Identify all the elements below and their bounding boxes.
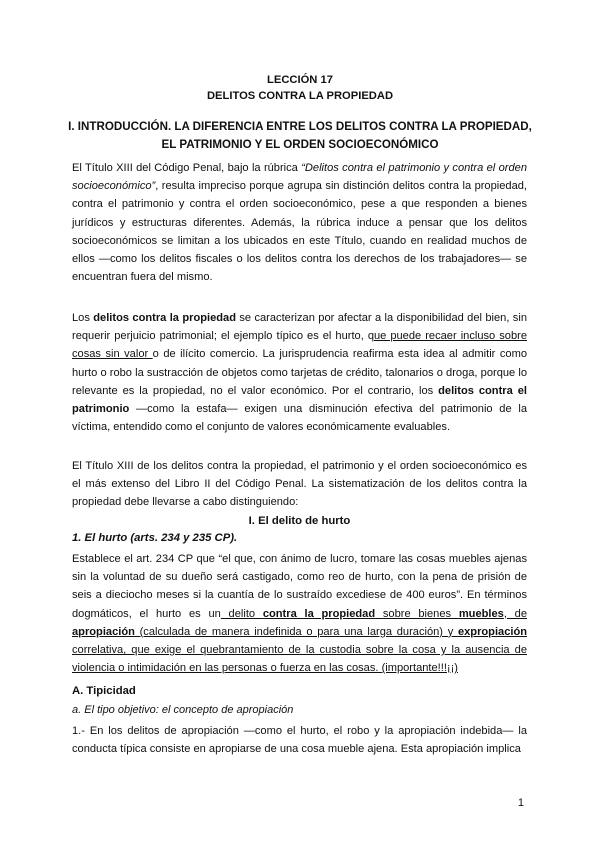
subsection-hurto-articles: 1. El hurto (arts. 234 y 235 CP). bbox=[72, 532, 238, 544]
underlined-bold-term: apropiación bbox=[72, 625, 135, 638]
underlined-bold-term: expropiación bbox=[457, 625, 527, 638]
paragraph-apropiacion: 1.- En los delitos de apropiación —como el hurto, el robo y la apropiación indebida— la conducta típica consiste en apropiarse de una cosa mueble ajena. Esta apropiación implica bbox=[72, 725, 527, 756]
text-span: Los bbox=[72, 312, 94, 324]
underlined-text: delito bbox=[220, 607, 263, 620]
text-span: Establece el art. 234 CP que “el que, con ánimo de lucro, tomare las cosas muebles ajenas sin la voluntad de su dueño será castigado, como reo de hurto, con la pena de prisión de seis a dieciocho meses si la cuantía de lo sustraído excediese de 400 euros”. En términos dogmáticos, el hurto es un bbox=[72, 553, 527, 620]
paragraph-art-234 bbox=[72, 550, 527, 677]
underlined-bold-term: muebles bbox=[458, 607, 504, 620]
text-span: o de ilícito comercio. La jurisprudencia reafirma esta idea al admitir como hurto o robo la sustracción de objetos como tarjetas de crédito, talonarios o droga, porque lo relevante es la propiedad, no el valor económico. Por el contrario, los bbox=[72, 348, 527, 397]
rubric-quote: “Delitos contra el patrimonio y contra el orden socioeconómico” bbox=[72, 162, 527, 193]
text-span: se caracterizan por afectar a la disponibilidad del bien, sin requerir perjuicio patrimonial; el ejemplo típico es el hurto, q bbox=[72, 312, 527, 343]
section-heading-line2: EL PATRIMONIO Y EL ORDEN SOCIOECONÓMICO bbox=[161, 138, 439, 151]
lesson-heading bbox=[0, 72, 600, 104]
underlined-text: ue puede recaer incluso sobre cosas sin valor bbox=[72, 330, 527, 361]
paragraph-title-xiii: El Título XIII de los delitos contra la propiedad, el patrimonio y el orden socioeconómico es el más extenso del Libro II del Código Penal. La sistematización de los delitos contra la propiedad debe llevarse a cabo distinguiendo: bbox=[72, 460, 527, 509]
text-span: , resulta impreciso porque agrupa sin distinción delitos contra la propiedad, contra el patrimonio y contra el orden socioeconómico, pese a que responden a bienes jurídicos y estructuras diferentes. Además, la rúbrica induce a pensar que los delitos socioeconómicos se limitan a los ubicados en este Título, cuando en realidad muchos de ellos —como los delitos fiscales o los delitos contra los derechos de los trabajadores— se encuentran fuera del mismo. bbox=[72, 180, 527, 284]
text-span: —como la estafa— exigen una disminución efectiva del patrimonio de la víctima, entendido como el conjunto de valores económicamente evaluables. bbox=[72, 403, 527, 434]
section-hurto-heading: I. El delito de hurto bbox=[248, 515, 351, 527]
section-heading-line1: I. INTRODUCCIÓN. LA DIFERENCIA ENTRE LOS DELITOS CONTRA LA PROPIEDAD, bbox=[68, 120, 532, 133]
heading-tipo-objetivo: a. El tipo objetivo: el concepto de apropiación bbox=[72, 704, 294, 716]
underlined-text: (calculada de manera indefinida o para una larga duración) y bbox=[134, 625, 458, 638]
bold-term: delitos contra el patrimonio bbox=[72, 384, 527, 416]
paragraph-intro bbox=[72, 159, 527, 286]
lesson-number: LECCIÓN 17 bbox=[267, 74, 333, 86]
underlined-text: sobre bienes bbox=[375, 607, 459, 620]
underlined-bold-term: contra la propiedad bbox=[262, 607, 376, 620]
heading-tipicidad: A. Tipicidad bbox=[72, 685, 136, 697]
underlined-text: correlativa, que exige el quebrantamiento de la custodia sobre la cosa y la ausencia de violencia o intimidación en las personas o fuerza en las cosas. (importante!!!¡¡) bbox=[72, 644, 527, 675]
paragraph-property-crimes bbox=[72, 309, 527, 436]
lesson-title: DELITOS CONTRA LA PROPIEDAD bbox=[206, 90, 394, 102]
underlined-text: , de bbox=[503, 607, 527, 620]
text-span: El Título XIII del Código Penal, bajo la rúbrica bbox=[72, 162, 302, 174]
page-number: 1 bbox=[517, 797, 524, 809]
section-heading bbox=[60, 118, 540, 154]
bold-term: delitos contra la propiedad bbox=[93, 312, 236, 324]
